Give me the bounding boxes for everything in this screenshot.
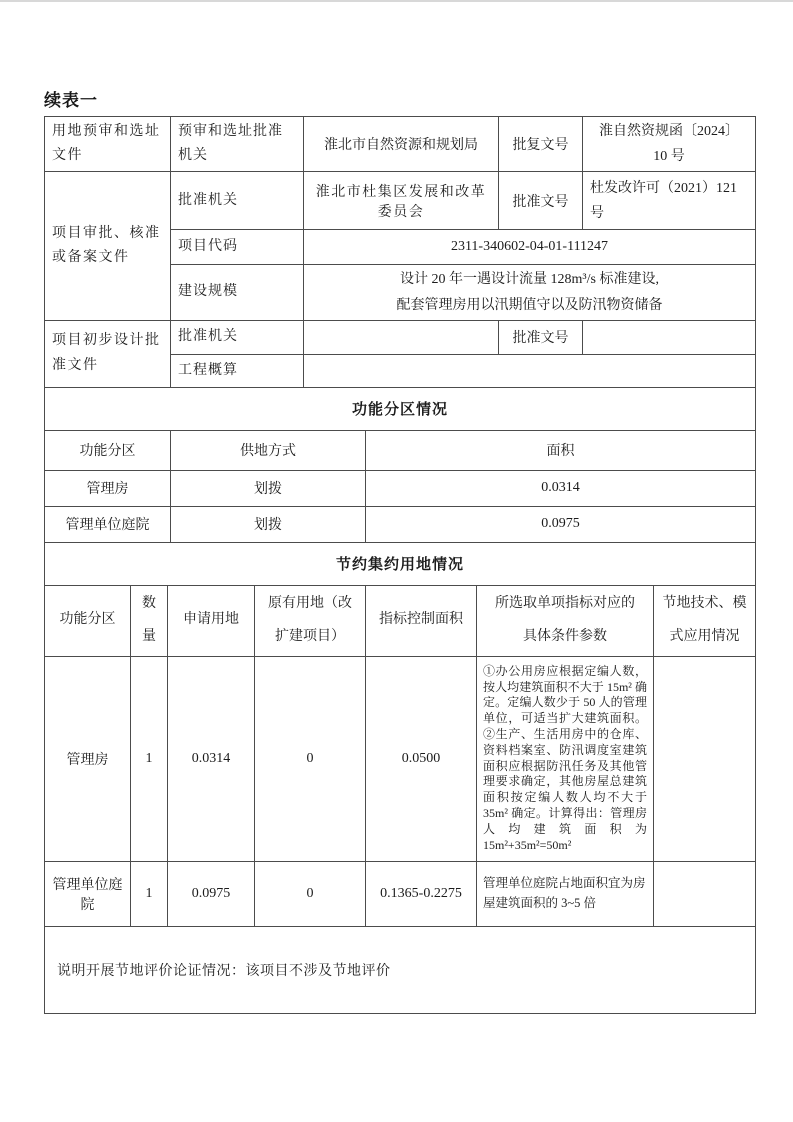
cell-applied-land: 0.0314 (168, 656, 255, 861)
row-preliminary-design-organ (45, 320, 756, 354)
cell-construction-scale-value (304, 265, 756, 320)
cell-zone-name: 管理房 (45, 470, 171, 506)
function-zone-section-title: 功能分区情况 (45, 387, 756, 430)
row-evaluation-note (45, 926, 756, 1013)
land-saving-section-title: 节约集约用地情况 (45, 542, 756, 585)
cell-zone-name: 管理单位庭院 (45, 861, 131, 926)
evaluation-note: 说明开展节地评价论证情况：该项目不涉及节地评价 (45, 926, 756, 1013)
cell-land-saving-tech (654, 656, 756, 861)
cell-project-approval-organ-label: 批准机关 (171, 172, 304, 230)
cell-project-code-label: 项目代码 (171, 230, 304, 265)
header-supply-mode: 供地方式 (171, 430, 366, 470)
cell-preliminary-doc-no-label: 批准文号 (499, 320, 583, 354)
cell-project-approval-organ-value: 淮北市杜集区发展和改革委员会 (304, 172, 499, 230)
cell-area-value: 0.0314 (366, 470, 756, 506)
land-saving-table (44, 542, 756, 1014)
cell-preliminary-organ-label: 批准机关 (171, 320, 304, 354)
header-land-saving-tech: 节地技术、模式应用情况 (654, 585, 756, 656)
row-function-zone-title (45, 387, 756, 430)
cell-pre-approval-label: 用地预审和选址文件 (45, 117, 171, 172)
cell-pre-approval-organ-label: 预审和选址批准机关 (171, 117, 304, 172)
cell-existing-land: 0 (255, 656, 366, 861)
reply-doc-no-line1: 淮自然资规函〔2024〕 (599, 124, 739, 139)
row-land-saving-header (45, 585, 756, 656)
construction-scale-line1: 设计 20 年一遇设计流量 128m³/s 标准建设, (400, 272, 659, 288)
approval-documents-table (44, 116, 756, 388)
header-applied-land: 申请用地 (168, 585, 255, 656)
construction-scale-line2: 配套管理房用以汛期值守以及防汛物资储备 (396, 297, 663, 313)
cell-applied-land: 0.0975 (168, 861, 255, 926)
table-row-management-house (45, 470, 756, 506)
reply-doc-no-line2: 10 号 (653, 149, 685, 165)
cell-existing-land: 0 (255, 861, 366, 926)
cell-control-area: 0.1365-0.2275 (366, 861, 477, 926)
cell-budget-label: 工程概算 (171, 354, 304, 387)
cell-zone-name: 管理房 (45, 656, 131, 861)
row-land-saving-title (45, 542, 756, 585)
page-title: 续表一 (44, 91, 98, 111)
table-row-management-yard-detail (45, 861, 756, 926)
form-tables (44, 116, 755, 1014)
cell-budget-value (304, 354, 756, 387)
cell-construction-scale-label: 建设规模 (171, 265, 304, 320)
header-criteria: 所选取单项指标对应的具体条件参数 (477, 585, 654, 656)
header-existing-land: 原有用地（改扩建项目） (255, 585, 366, 656)
header-zone: 功能分区 (45, 585, 131, 656)
cell-quantity: 1 (131, 656, 168, 861)
row-pre-approval (45, 117, 756, 172)
cell-project-approval-label: 项目审批、核准或备案文件 (45, 172, 171, 320)
cell-pre-approval-organ-value: 淮北市自然资源和规划局 (304, 117, 499, 172)
cell-project-code-value: 2311-340602-04-01-111247 (304, 230, 756, 265)
row-function-zone-header (45, 430, 756, 470)
table-row-management-yard (45, 506, 756, 542)
header-control-area: 指标控制面积 (366, 585, 477, 656)
cell-criteria-text: 管理单位庭院占地面积宜为房屋建筑面积的 3~5 倍 (477, 861, 654, 926)
cell-quantity: 1 (131, 861, 168, 926)
table-row-management-house-detail (45, 656, 756, 861)
header-area: 面积 (366, 430, 756, 470)
cell-reply-doc-no-value (583, 117, 756, 172)
cell-reply-doc-no-label: 批复文号 (499, 117, 583, 172)
row-project-approval-organ (45, 172, 756, 230)
cell-land-saving-tech (654, 861, 756, 926)
cell-supply-mode: 划拨 (171, 506, 366, 542)
header-zone: 功能分区 (45, 430, 171, 470)
cell-area-value: 0.0975 (366, 506, 756, 542)
cell-approval-doc-no-value: 杜发改许可（2021）121 号 (583, 172, 756, 230)
cell-zone-name: 管理单位庭院 (45, 506, 171, 542)
cell-preliminary-doc-no-value (583, 320, 756, 354)
cell-preliminary-design-label: 项目初步设计批准文件 (45, 320, 171, 387)
cell-criteria-text: ①办公用房应根据定编人数，按人均建筑面积不大于 15m² 确定。定编人数少于 50 人的管理单位，可适当扩大建筑面积。②生产、生活用房中的仓库、资料档案室、防汛调度室建筑面积应根据防汛任务及其他管理要求确定，其他房屋总建筑面积按定编人数人均不大于 35m² 确定。计算得出：管理房人均建筑面积为 15m²+35m²=50m² (477, 656, 654, 861)
cell-control-area: 0.0500 (366, 656, 477, 861)
cell-preliminary-organ-value (304, 320, 499, 354)
function-zone-table (44, 387, 756, 543)
header-quantity: 数量 (131, 585, 168, 656)
cell-approval-doc-no-label: 批准文号 (499, 172, 583, 230)
cell-supply-mode: 划拨 (171, 470, 366, 506)
